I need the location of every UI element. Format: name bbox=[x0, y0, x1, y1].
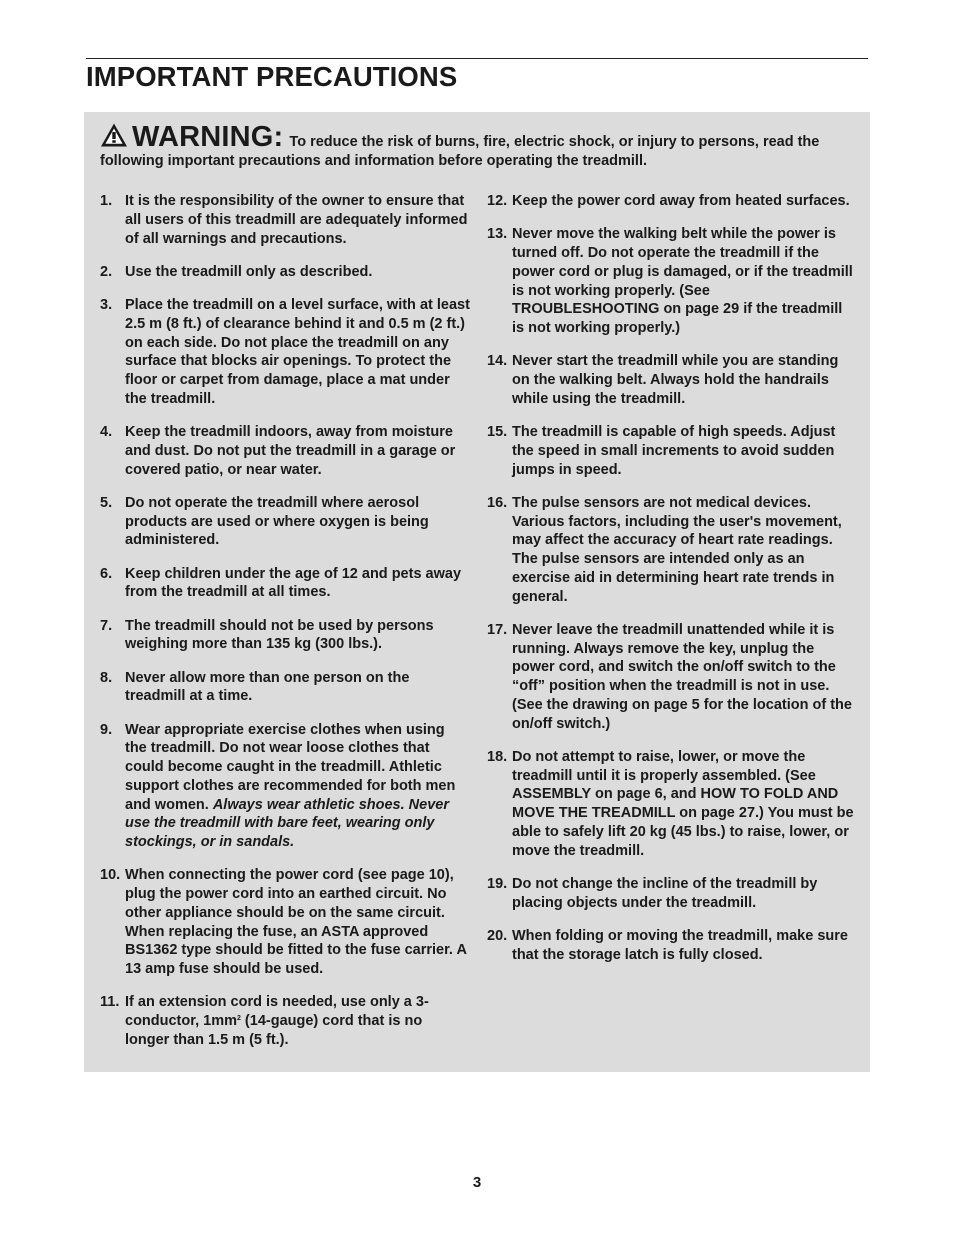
list-item bbox=[100, 866, 470, 979]
list-item bbox=[100, 669, 470, 707]
item-text: Use the treadmill only as described. bbox=[125, 263, 373, 280]
warning-text: To reduce the risk of burns, fire, electric shock, or injury to persons, read the following important precautions and information before operating the treadmill. bbox=[100, 134, 820, 169]
item-text: (14-gauge) cord that is no longer than 1.5 m (5 ft.). bbox=[125, 1013, 423, 1048]
item-number: 15. bbox=[487, 424, 508, 440]
page-title: IMPORTANT PRECAUTIONS bbox=[86, 61, 458, 92]
list-item bbox=[487, 423, 857, 479]
precautions-list-right bbox=[487, 192, 857, 979]
warning-statement bbox=[100, 122, 856, 171]
list-item bbox=[100, 423, 470, 479]
item-text: The treadmill should not be used by persons weighing more than 135 kg (300 lbs.). bbox=[125, 617, 434, 653]
item-number: 18. bbox=[487, 748, 508, 765]
list-item bbox=[487, 748, 857, 861]
item-text: Place the treadmill on a level surface, with at least 2.5 m (8 ft.) of clearance behind it and 0.5 m (2 ft.) on each side. Do not place the treadmill on any surface that blocks air openings. To protect the floor or carpet from damage, place a mat under the treadmill. bbox=[125, 297, 470, 407]
item-text: It is the responsibility of the owner to ensure that all users of this treadmill are adequately informed of all warnings and precautions. bbox=[125, 193, 468, 247]
item-number: 2. bbox=[100, 263, 113, 280]
item-number: 8. bbox=[100, 669, 113, 686]
item-number: 4. bbox=[100, 424, 113, 440]
item-number: 6. bbox=[100, 565, 113, 582]
item-number: 19. bbox=[487, 875, 508, 892]
item-text: Keep children under the age of 12 and pets away from the treadmill at all times. bbox=[125, 565, 462, 601]
item-text: The treadmill is capable of high speeds. Adjust the speed in small increments to avoid sudden jumps in speed. bbox=[512, 424, 836, 478]
item-text: If an extension cord is needed, use only a 3-conductor, 1mm bbox=[125, 994, 429, 1029]
item-number: 5. bbox=[100, 494, 113, 511]
item-text: Never leave the treadmill unattended while it is running. Always remove the key, unplug the power cord, and switch the on/off switch to the “off” position when the treadmill is not in use. (See the drawing on page 5 for the location of the on/off switch.) bbox=[512, 621, 852, 732]
list-item bbox=[100, 296, 470, 409]
item-number: 1. bbox=[100, 193, 113, 209]
item-text: Wear appropriate exercise clothes when using the treadmill. Do not wear loose clothes that could become caught in the treadmill. Athletic support clothes are recommended for both men and women. bbox=[125, 721, 456, 813]
item-number: 17. bbox=[487, 621, 508, 638]
item-text: Do not change the incline of the treadmill by placing objects under the treadmill. bbox=[512, 875, 818, 911]
item-text: Keep the power cord away from heated surfaces. bbox=[512, 193, 850, 209]
page-number: 3 bbox=[472, 1174, 482, 1191]
item-text: Do not attempt to raise, lower, or move the treadmill until it is properly assembled. (See ASSEMBLY on page 6, and HOW TO FOLD AND MOVE THE TREADMILL on page 27.) You must be able to safely lift 20 kg (45 lbs.) to raise, lower, or move the treadmill. bbox=[512, 748, 854, 859]
item-text: Never move the walking belt while the power is turned off. Do not operate the treadmill if the power cord or plug is damaged, or if the treadmill is not working properly. (See TROUBLESHOOTING on page 29 if the treadmill is not working properly.) bbox=[512, 226, 853, 336]
item-number: 9. bbox=[100, 721, 113, 738]
item-text: Never start the treadmill while you are standing on the walking belt. Always hold the handrails while using the treadmill. bbox=[512, 353, 839, 407]
item-text: Do not operate the treadmill where aerosol products are used or where oxygen is being administered. bbox=[125, 494, 429, 549]
item-number: 12. bbox=[487, 193, 508, 209]
list-item bbox=[100, 192, 470, 248]
item-number: 16. bbox=[487, 494, 508, 511]
item-number: 11. bbox=[100, 994, 120, 1011]
item-text: When folding or moving the treadmill, make sure that the storage latch is fully closed. bbox=[512, 927, 848, 963]
precautions-list-left bbox=[100, 192, 470, 1064]
item-text: Keep the treadmill indoors, away from moisture and dust. Do not put the treadmill in a garage or covered patio, or near water. bbox=[125, 424, 456, 478]
list-item bbox=[487, 927, 857, 965]
warning-triangle-icon bbox=[100, 122, 128, 148]
list-item bbox=[100, 263, 470, 282]
item-number: 10. bbox=[100, 867, 121, 884]
list-item bbox=[487, 875, 857, 913]
item-text: The pulse sensors are not medical devices. Various factors, including the user's movement, may affect the accuracy of heart rate readings. The pulse sensors are intended only as an exercise aid in determining heart rate trends in general. bbox=[512, 494, 842, 605]
superscript: 2 bbox=[237, 1015, 241, 1022]
item-number: 14. bbox=[487, 353, 508, 370]
list-item bbox=[487, 225, 857, 338]
item-text: Never allow more than one person on the treadmill at a time. bbox=[125, 669, 410, 705]
list-item bbox=[487, 192, 857, 211]
list-item bbox=[100, 565, 470, 603]
list-item bbox=[487, 352, 857, 408]
precautions-panel bbox=[84, 112, 870, 1072]
item-number: 7. bbox=[100, 617, 113, 634]
item-number: 3. bbox=[100, 297, 113, 313]
item-number: 20. bbox=[487, 927, 508, 944]
top-rule bbox=[86, 58, 868, 59]
list-item bbox=[487, 621, 857, 734]
list-item bbox=[100, 721, 470, 852]
list-item bbox=[100, 494, 470, 550]
item-number: 13. bbox=[487, 226, 508, 243]
item-text: When connecting the power cord (see page 10), plug the power cord into an earthed circuit. No other appliance should be on the same circuit. When replacing the fuse, an ASTA approved BS1362 type should be fitted to the fuse carrier. A 13 amp fuse should be used. bbox=[125, 867, 467, 977]
warning-label: WARNING: bbox=[132, 121, 284, 153]
list-item bbox=[100, 993, 470, 1049]
list-item bbox=[100, 617, 470, 655]
item-emphasis: Always wear athletic shoes. Never use the treadmill with bare feet, wearing only stockings, or in sandals. bbox=[125, 796, 449, 850]
list-item bbox=[487, 494, 857, 607]
